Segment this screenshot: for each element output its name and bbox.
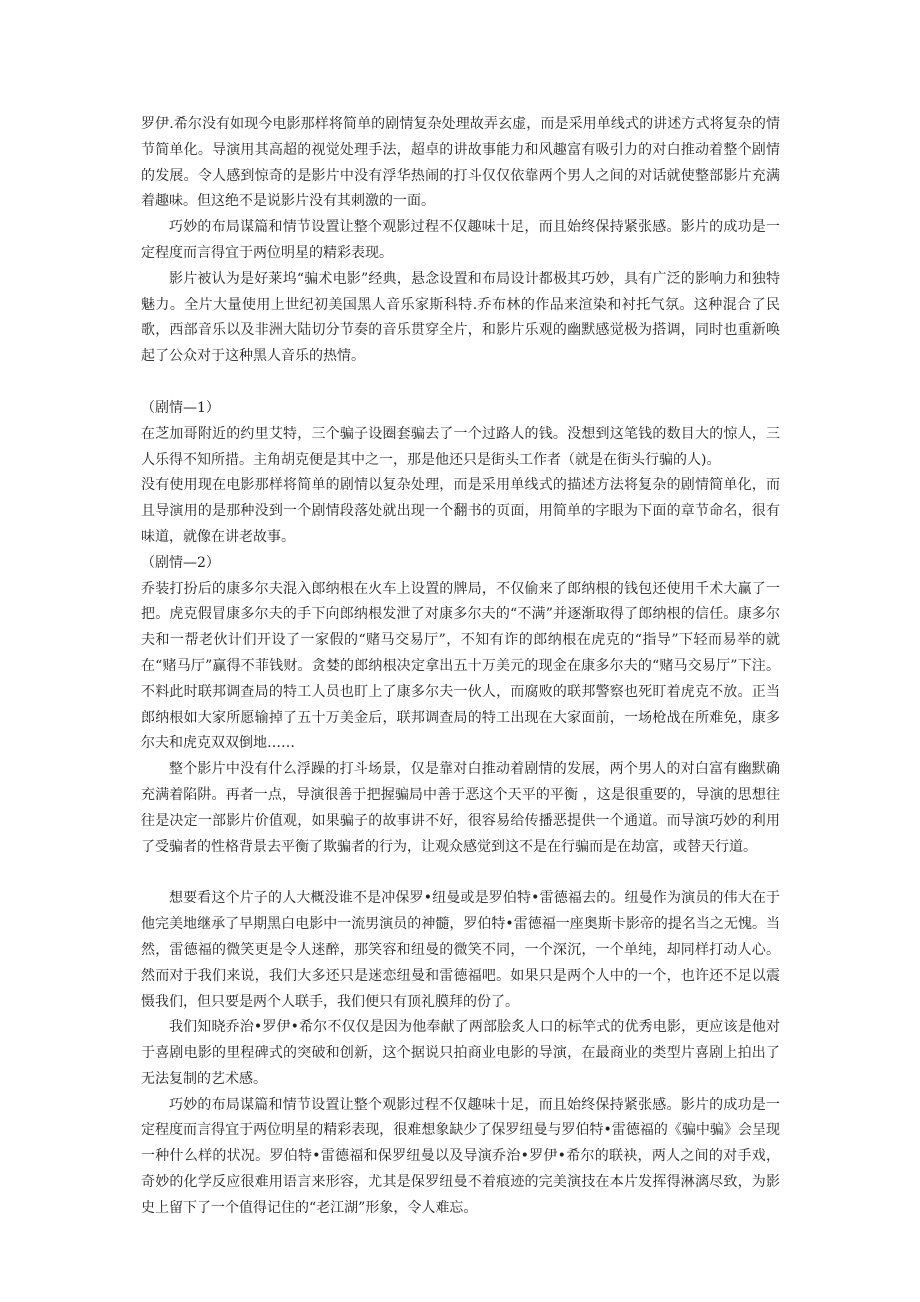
plot-label-2: （剧情—2） <box>141 554 220 571</box>
plot-label-1: （剧情—1） <box>141 399 220 416</box>
paragraph-plot-2: 乔装打扮后的康多尔夫混入郎纳根在火车上设置的牌局，不仅偷来了郎纳根的钱包还使用千术大赢了一把。虎克假冒康多尔夫的手下向郎纳根发泄了对康多尔夫的“不满”并逐渐取得了郎纳根的信任。康多尔夫和一帮老伙计们开设了一家假的“赌马交易厅”，不知有诈的郎纳根在虎克的“指导”下轻而易举的就在“赌马厅”赢得不菲钱财。贪婪的郎纳根决定拿出五十万美元的现金在康多尔夫的“赌马交易厅”下注。不料此时联邦调查局的特工人员也盯上了康多尔夫一伙人，而腐败的联邦警察也死盯着虎克不放。正当郎纳根如大家所愿输掉了五十万美金后，联邦调查局的特工出现在大家面前，一场枪战在所难免，康多尔夫和虎克双双倒地…… <box>141 580 780 752</box>
paragraph-intro: 罗伊.希尔没有如现今电影那样将简单的剧情复杂处理故弄玄虚，而是采用单线式的讲述方式将复杂的情节简单化。导演用其高超的视觉处理手法，超卓的讲故事能力和风趣富有吸引力的对白推动着整个剧情的发展。令人感到惊奇的是影片中没有浮华热闹的打斗仅仅依靠两个男人之间的对话就使整部影片充满着趣味。但这绝不是说影片没有其刺激的一面。 <box>141 116 780 210</box>
paragraph-plot-1: 在芝加哥附近的约里艾特，三个骗子设圈套骗去了一个过路人的钱。没想到这笔钱的数目大的惊人，三人乐得不知所措。主角胡克便是其中之一，那是他还只是街头工作者（就是在街头行骗的人)。 <box>141 425 780 468</box>
paragraph-no-fight: 整个影片中没有什么浮躁的打斗场景，仅是靠对白推动着剧情的发展，两个男人的对白富有幽默确充满着陷阱。再者一点，导演很善于把握骗局中善于恶这个天平的平衡 ，这是很重要的，导演的思想往往是决定一部影片价值观，如果骗子的故事讲不好，很容易给传播恶提供一个通道。而导演巧妙的利用了受骗者的性格背景去平衡了欺骗者的行为，让观众感觉到这不是在行骗而是在劫富，或替天行道。 <box>141 761 780 855</box>
paragraph-director: 我们知晓乔治•罗伊•希尔不仅仅是因为他奉献了两部脍炙人口的标竿式的优秀电影，更应该是他对于喜剧电影的里程碑式的突破和创新，这个据说只拍商业电影的导演，在最商业的类型片喜剧上拍出了无法复制的艺术感。 <box>141 1019 780 1087</box>
paragraph-conclusion: 巧妙的布局谋篇和情节设置让整个观影过程不仅趣味十足，而且始终保持紧张感。影片的成功是一定程度而言得宜于两位明星的精彩表现，很难想象缺少了保罗纽曼与罗伯特•雷德福的《骗中骗》会呈现一种什么样的状况。罗伯特•雷德福和保罗纽曼以及导演乔治•罗伊•希尔的联袂，两人之间的对手戏，奇妙的化学反应很难用语言来形容，尤其是保罗纽曼不着痕迹的完美演技在本片发挥得淋漓尽致，为影史上留下了一个值得记住的“老江湖”形象，令人难忘。 <box>141 1096 780 1216</box>
paragraph-actors: 想要看这个片子的人大概没谁不是冲保罗•纽曼或是罗伯特•雷德福去的。纽曼作为演员的伟大在于他完美地继承了早期黑白电影中一流男演员的神髓，罗伯特•雷德福一座奥斯卡影帝的提名当之无愧。当然，雷德福的微笑更是令人迷醉，那笑容和纽曼的微笑不同，一个深沉，一个单纯，却同样打动人心。然而对于我们来说，我们大多还只是迷恋纽曼和雷德福吧。如果只是两个人中的一个，也许还不足以震慑我们，但只要是两个人联手，我们便只有顶礼膜拜的份了。 <box>141 890 780 1010</box>
paragraph-gap <box>141 370 780 396</box>
paragraph-narrative: 没有使用现在电影那样将简单的剧情以复杂处理，而是采用单线式的描述方法将复杂的剧情简单化，而且导演用的是那种没到一个剧情段落处就出现一个翻书的页面，用简单的字眼为下面的章节命名，很有味道，就像在讲老故事。 <box>141 477 780 545</box>
paragraph-layout: 巧妙的布局谋篇和情节设置让整个观影过程不仅趣味十足，而且始终保持紧张感。影片的成功是一定程度而言得宜于两位明星的精彩表现。 <box>141 219 780 261</box>
document-body <box>141 112 780 1222</box>
paragraph-classic: 影片被认为是好莱坞“骗术电影”经典，悬念设置和布局设计都极其巧妙，具有广泛的影响力和独特魅力。全片大量使用上世纪初美国黑人音乐家斯科特.乔布林的作品来渲染和衬托气氛。这种混合了民歌，西部音乐以及非洲大陆切分节奏的音乐贯穿全片，和影片乐观的幽默感觉极为搭调，同时也重新唤起了公众对于这种黑人音乐的热情。 <box>141 270 780 365</box>
paragraph-gap <box>141 860 780 886</box>
